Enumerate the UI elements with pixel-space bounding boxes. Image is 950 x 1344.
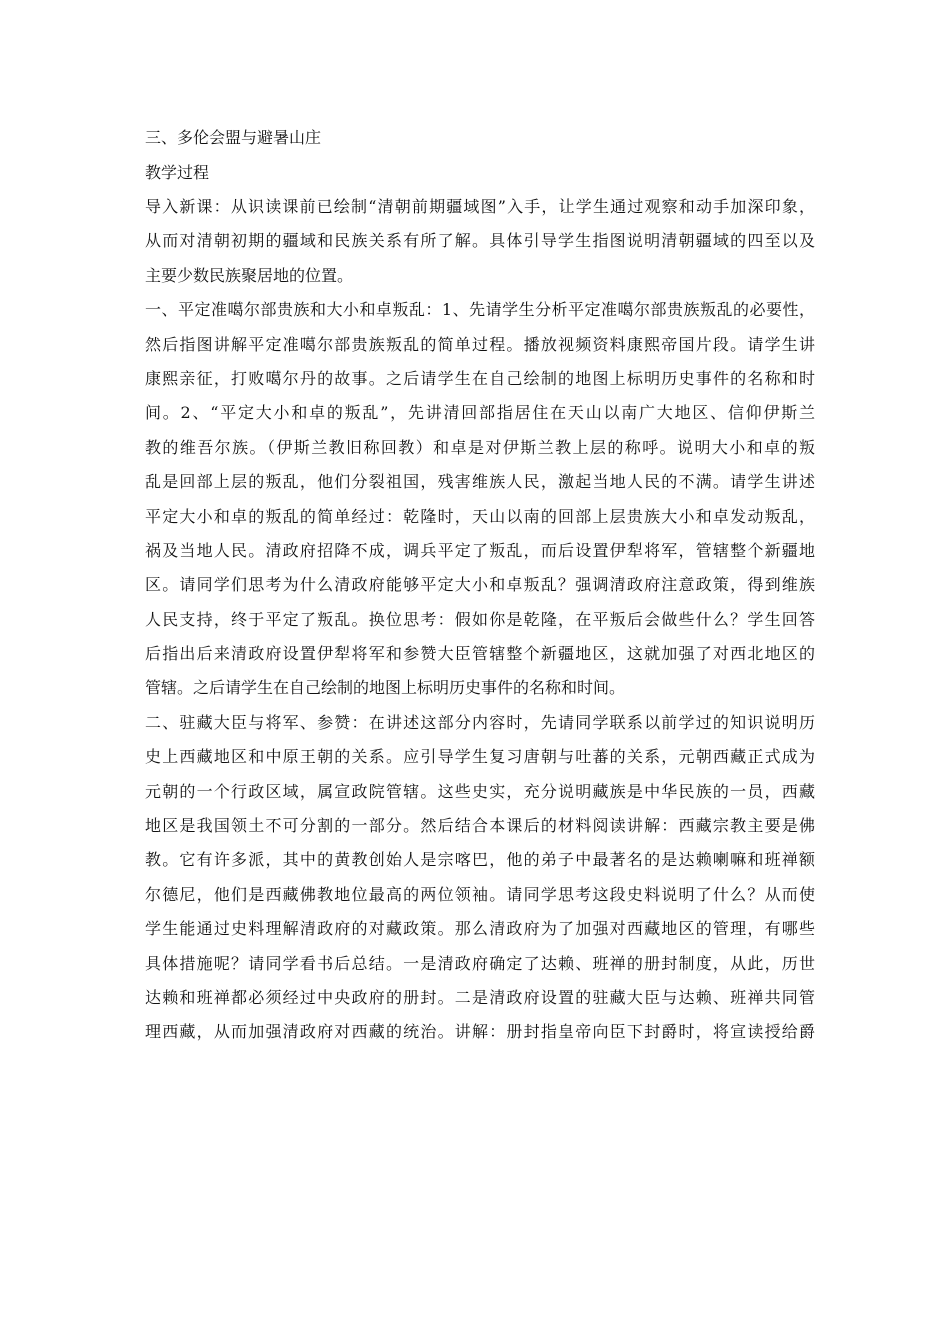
text-line: 史上西藏地区和中原王朝的关系。应引导学生复习唐朝与吐蕃的关系，元朝西藏正式成为 [145, 747, 815, 767]
text-line: 导入新课：从识读课前已绘制“清朝前期疆域图”入手，让学生通过观察和动手加深印象， [145, 197, 815, 216]
text-line: 具体措施呢？请同学看书后总结。一是清政府确定了达赖、班禅的册封制度，从此，历世 [145, 953, 815, 973]
text-line: 理西藏，从而加强清政府对西藏的统治。讲解：册封指皇帝向臣下封爵时，将宣读授给爵 [145, 1022, 815, 1042]
text-line: 达赖和班禅都必须经过中央政府的册封。二是清政府设置的驻藏大臣与达赖、班禅共同管 [145, 987, 815, 1007]
text-line: 康熙亲征，打败噶尔丹的故事。之后请学生在自己绘制的地图上标明历史事件的名称和时 [145, 368, 815, 388]
text-line: 平定大小和卓的叛乱的简单经过：乾隆时，天山以南的回部上层贵族大小和卓发动叛乱， [145, 506, 815, 526]
text-line: 地区是我国领土不可分割的一部分。然后结合本课后的材料阅读讲解：西藏宗教主要是佛 [145, 816, 815, 836]
text-line: 管辖。之后请学生在自己绘制的地图上标明历史事件的名称和时间。 [145, 678, 626, 698]
subtitle: 教学过程 [145, 163, 210, 182]
text-line: 一、平定准噶尔部贵族和大小和卓叛乱：1、先请学生分析平定准噶尔部贵族叛乱的必要性， [145, 300, 815, 320]
text-line: 元朝的一个行政区域，属宣政院管辖。这些史实，充分说明藏族是中华民族的一员，西藏 [145, 781, 815, 801]
text-line: 从而对清朝初期的疆域和民族关系有所了解。具体引导学生指图说明清朝疆域的四至以及 [145, 231, 815, 251]
text-line: 教的维吾尔族。（伊斯兰教旧称回教）和卓是对伊斯兰教上层的称呼。说明大小和卓的叛 [145, 437, 815, 457]
text-line: 祸及当地人民。清政府招降不成，调兵平定了叛乱，而后设置伊犁将军，管辖整个新疆地 [145, 540, 815, 560]
section-title: 三、多伦会盟与避暑山庄 [145, 128, 322, 147]
text-line: 乱是回部上层的叛乱，他们分裂祖国，残害维族人民，激起当地人民的不满。请学生讲述 [145, 472, 815, 492]
text-line: 主要少数民族聚居地的位置。 [145, 265, 354, 285]
text-line: 区。请同学们思考为什么清政府能够平定大小和卓叛乱？强调清政府注意政策，得到维族 [145, 575, 815, 595]
text-line: 尔德尼，他们是西藏佛教地位最高的两位领袖。请同学思考这段史料说明了什么？从而使 [145, 884, 815, 904]
text-line: 然后指图讲解平定准噶尔部贵族叛乱的简单过程。播放视频资料康熙帝国片段。请学生讲 [145, 334, 815, 354]
text-line: 人民支持，终于平定了叛乱。换位思考：假如你是乾隆，在平叛后会做些什么？学生回答 [145, 609, 815, 629]
text-line: 学生能通过史料理解清政府的对藏政策。那么清政府为了加强对西藏地区的管理，有哪些 [145, 919, 815, 939]
text-line: 间。2、“平定大小和卓的叛乱”，先讲清回部指居住在天山以南广大地区、信仰伊斯兰 [145, 403, 815, 423]
body-text [145, 190, 815, 1050]
text-line: 后指出后来清政府设置伊犁将军和参赞大臣管辖整个新疆地区，这就加强了对西北地区的 [145, 644, 815, 664]
text-line: 二、驻藏大臣与将军、参赞：在讲述这部分内容时，先请同学联系以前学过的知识说明历 [145, 712, 815, 732]
text-line: 教。它有许多派，其中的黄教创始人是宗喀巴，他的弟子中最著名的是达赖喇嘛和班禅额 [145, 850, 815, 870]
